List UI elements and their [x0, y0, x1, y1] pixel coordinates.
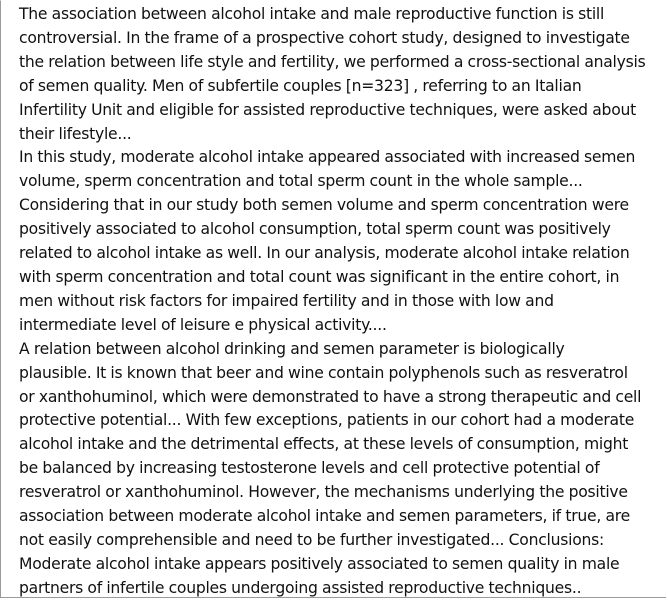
text-line: be balanced by increasing testosterone levels and cell protective potential of: [19, 459, 600, 478]
text-line: In this study, moderate alcohol intake appeared associated with increased semen: [19, 148, 636, 167]
text-line: not easily comprehensible and need to be further investigated... Conclusions:: [19, 530, 605, 549]
paragraph-1: [10, 3, 665, 146]
text-line: or xanthohuminol, which were demonstrated to have a strong therapeutic and cell: [19, 387, 642, 406]
text-line: plausible. It is known that beer and wine contain polyphenols such as resveratrol: [19, 363, 628, 382]
text-line: men without risk factors for impaired fertility and in those with low and: [19, 291, 554, 310]
text-line: related to alcohol intake as well. In our analysis, moderate alcohol intake relation: [19, 244, 630, 263]
paragraph-3: [10, 338, 665, 601]
text-line: of semen quality. Men of subfertile couples [n=323] , referring to an Italian: [19, 76, 582, 95]
text-line: protective potential... With few exceptions, patients in our cohort had a moderate: [19, 411, 635, 430]
text-line: with sperm concentration and total count was significant in the entire cohort, in: [19, 267, 620, 286]
text-line: The association between alcohol intake and male reproductive function is still: [19, 5, 605, 23]
text-line: the relation between life style and fertility, we performed a cross-sectional analysis: [19, 52, 646, 71]
text-line: Moderate alcohol intake appears positively associated to semen quality in male: [19, 554, 620, 573]
text-line: positively associated to alcohol consumption, total sperm count was positively: [19, 220, 611, 239]
text-line: A relation between alcohol drinking and semen parameter is biologically: [19, 339, 565, 358]
text-line: Infertility Unit and eligible for assisted reproductive techniques, were asked about: [19, 100, 636, 119]
text-line: controversial. In the frame of a prospective cohort study, designed to investigate: [19, 28, 630, 47]
text-line: volume, sperm concentration and total sperm count in the whole sample...: [19, 172, 583, 191]
text-line: partners of infertile couples undergoing assisted reproductive techniques..: [19, 578, 582, 597]
text-line: Considering that in our study both semen volume and sperm concentration were: [19, 196, 629, 215]
text-line: their lifestyle...: [19, 124, 132, 143]
text-line: resveratrol or xanthohuminol. However, the mechanisms underlying the positive: [19, 483, 628, 502]
paragraph-2: [10, 146, 665, 337]
text-line: association between moderate alcohol intake and semen parameters, if true, are: [19, 507, 630, 526]
text-line: intermediate level of leisure e physical activity....: [19, 315, 387, 334]
text-line: alcohol intake and the detrimental effects, at these levels of consumption, might: [19, 435, 629, 454]
